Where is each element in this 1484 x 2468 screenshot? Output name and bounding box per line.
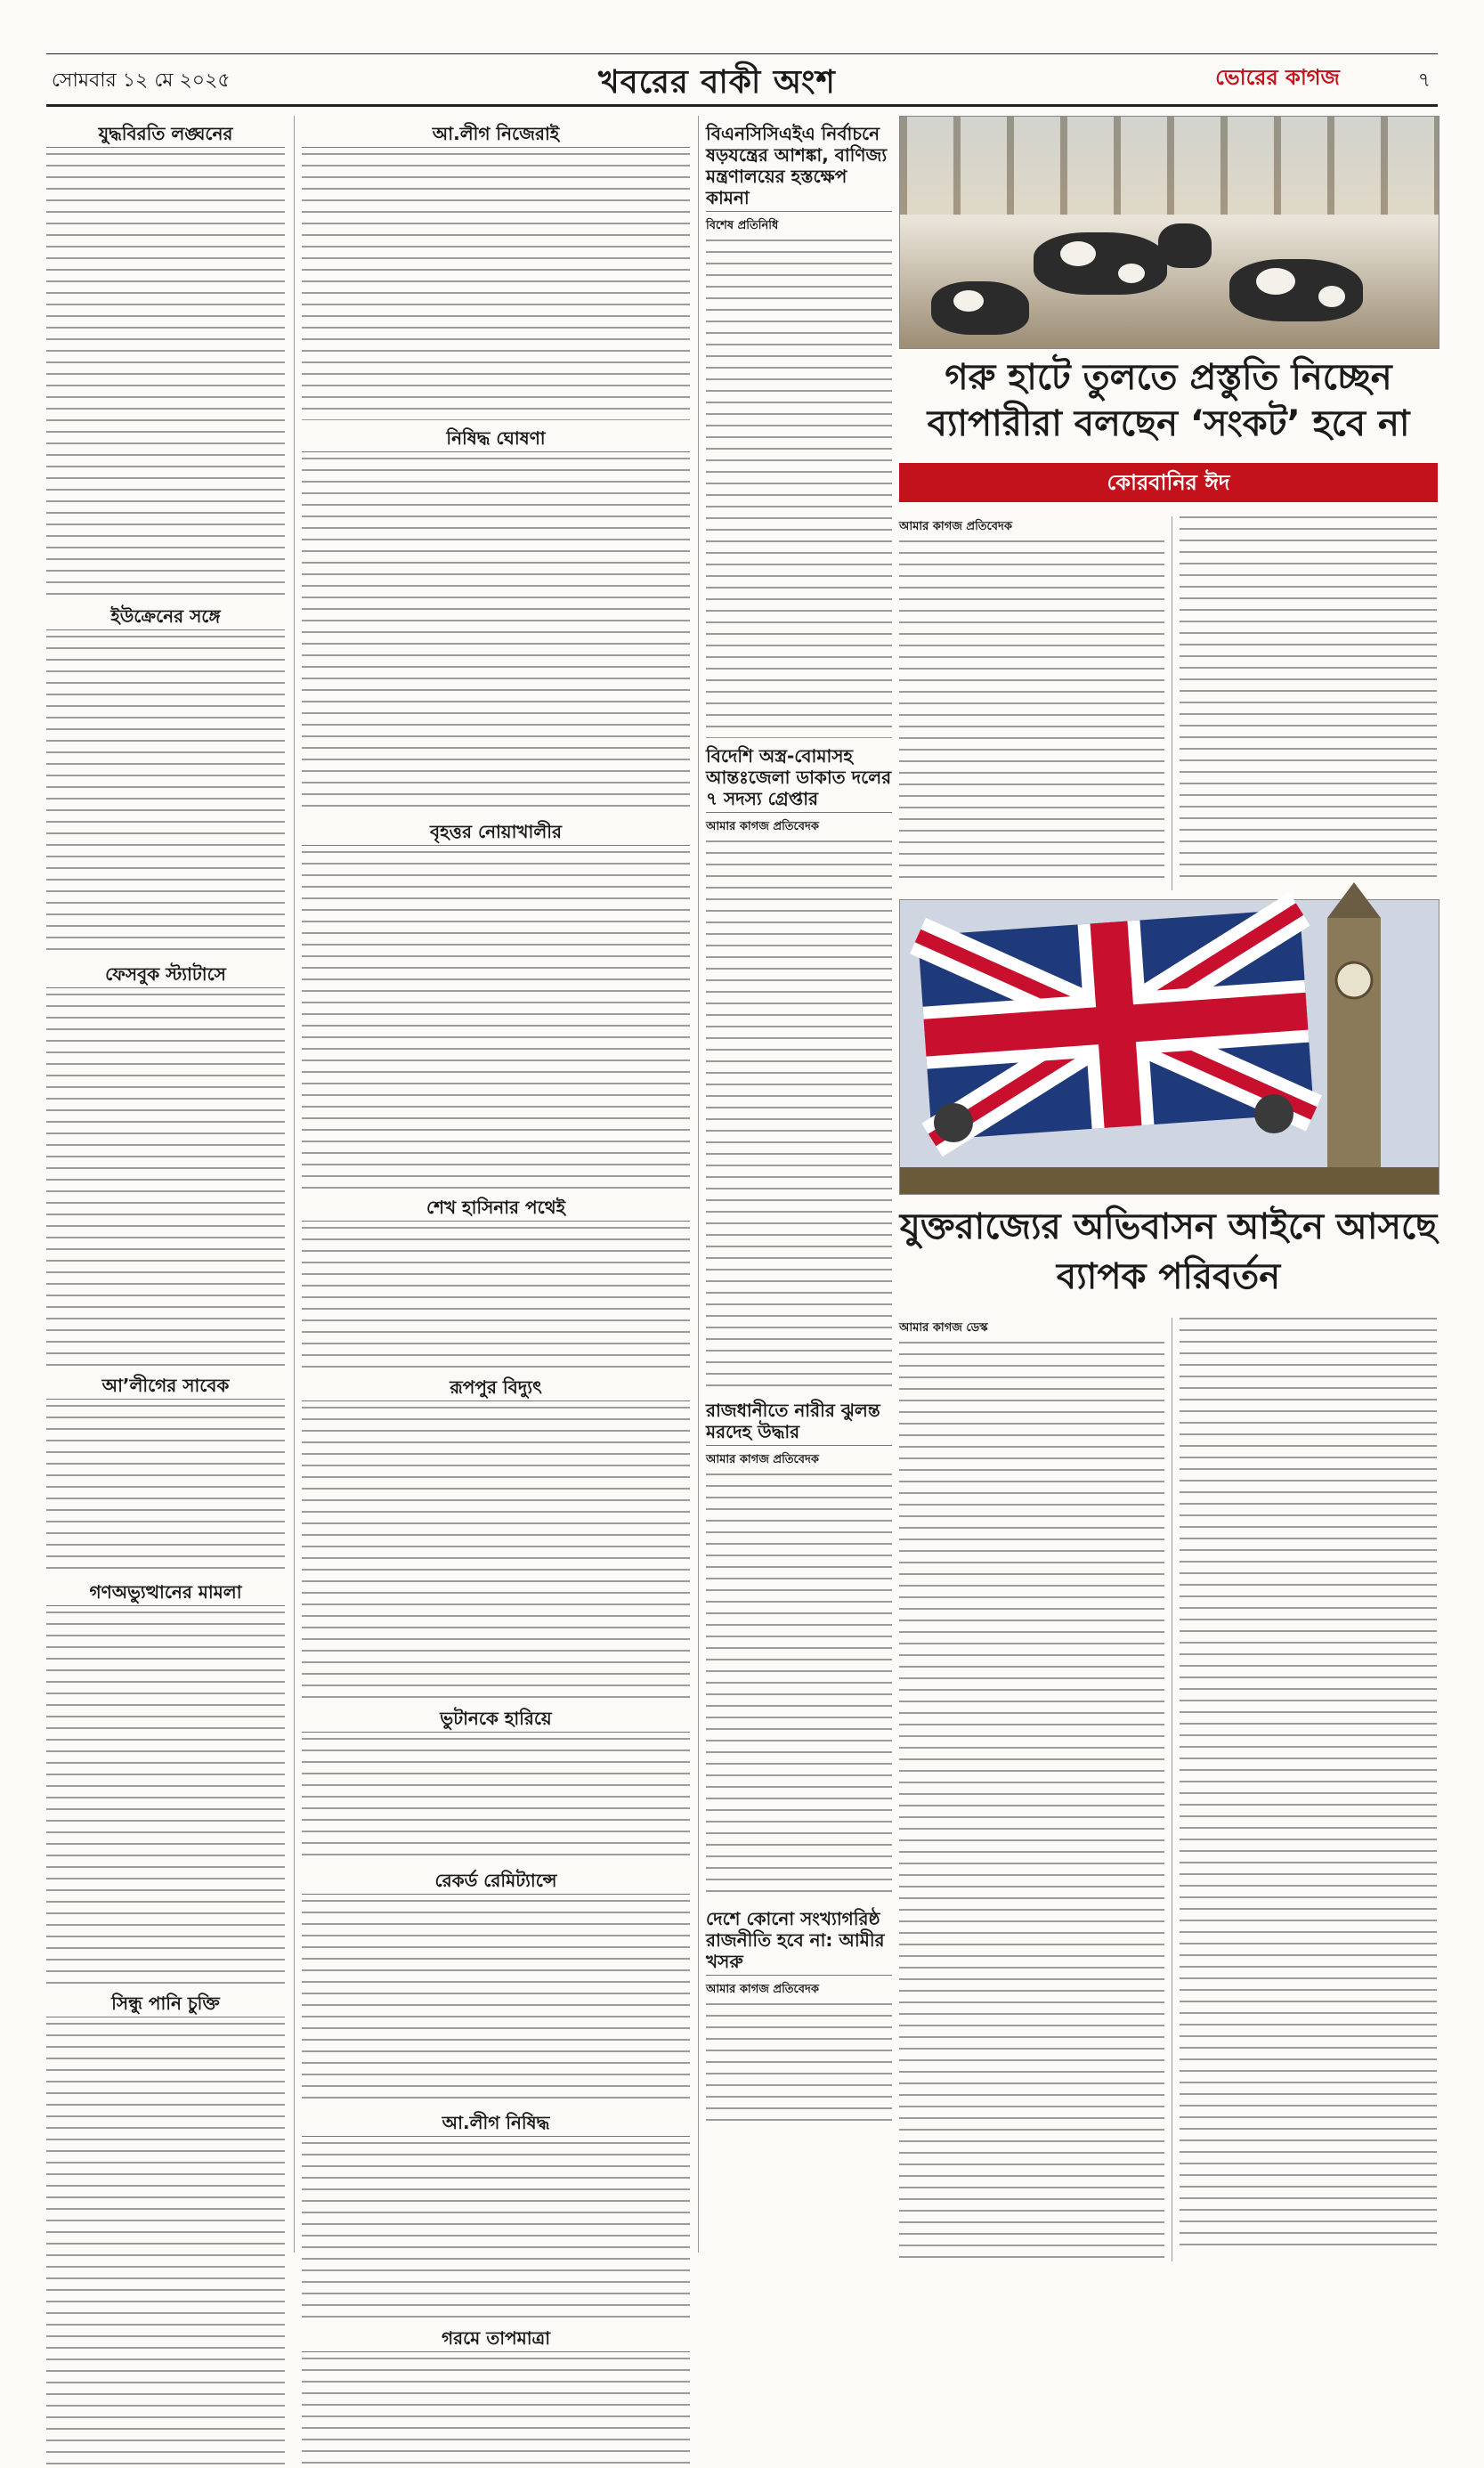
article-text: [706, 239, 892, 738]
headline-cattle-market: গরু হাটে তুলতে প্রস্তুতি নিচ্ছেন ব্যাপারীরা বলছেন ‘সংকট’ হবে না: [927, 357, 1410, 444]
article-text: [706, 2003, 892, 2128]
headline-woman-body: রাজধানীতে নারীর ঝুলন্ত মরদেহ উদ্ধার: [706, 1400, 892, 1446]
article-text: [302, 1407, 690, 1701]
byline: আমার কাগজ প্রতিবেদক: [706, 1453, 819, 1466]
headline-ukraine: ইউক্রেনের সঙ্গে: [46, 605, 285, 630]
headline-beating-bhutan: ভুটানকে হারিয়ে: [302, 1708, 690, 1733]
issue-date: সোমবার ১২ মে ২০২৫: [52, 69, 231, 92]
article-text: [302, 1227, 690, 1369]
article-text: [1180, 516, 1437, 881]
article-text: [899, 1342, 1164, 2259]
cattle-shed-photo: [899, 116, 1439, 349]
article-text: [302, 153, 690, 420]
page-number: ৭: [1417, 69, 1431, 92]
byline: আমার কাগজ প্রতিবেদক: [706, 820, 819, 833]
article-text: [46, 2023, 285, 2468]
article-text: [302, 851, 690, 1189]
article-text: [302, 2142, 690, 2320]
headline-bnccia-election: বিএনসিসিএইএ নির্বাচনে ষড়যন্ত্রের আশঙ্কা, বাণিজ্য মন্ত্রণালয়ের হস্তক্ষেপ কামনা: [706, 123, 892, 212]
byline: বিশেষ প্রতিনিধি: [706, 219, 779, 232]
headline-al-banned: আ.লীগ নিষিদ্ধ: [302, 2112, 690, 2137]
page-title: খবরের বাকী অংশ: [598, 64, 836, 101]
article-text: [302, 2358, 690, 2464]
column-5: [1172, 516, 1437, 890]
article-text: [46, 153, 285, 598]
column-6: [899, 1318, 1164, 2261]
article-text: [46, 1612, 285, 1985]
headline-awami-league-former: আ’লীগের সাবেক: [46, 1375, 285, 1400]
headline-uk-immigration: যুক্তরাজ্যের অভিবাসন আইনে আসছে ব্যাপক পরিবর্তন: [899, 1206, 1438, 1297]
headline-sheikh-hasina-path: শেখ হাসিনার পথেই: [302, 1197, 690, 1222]
article-text: [302, 1738, 690, 1863]
headline-greater-noakhali: বৃহত্তর নোয়াখালীর: [302, 821, 690, 846]
article-text: [46, 636, 285, 956]
article-text: [1180, 1318, 1437, 2253]
section-tag-eid: কোরবানির ঈদ: [899, 463, 1438, 502]
byline: আমার কাগজ প্রতিবেদক: [899, 520, 1012, 533]
column-3: [698, 116, 892, 2253]
article-text: [302, 458, 690, 814]
article-text: [302, 1900, 690, 2105]
union-jack-icon: [900, 900, 1439, 1194]
column-4: [899, 516, 1164, 890]
byline: আমার কাগজ প্রতিবেদক: [706, 1983, 819, 1996]
headline-heat-temperature: গরমে তাপমাত্রা: [302, 2327, 690, 2352]
headline-ceasefire: যুদ্ধবিরতি লঙ্ঘনের: [46, 123, 285, 148]
headline-indus-water-treaty: সিন্ধু পানি চুক্তি: [46, 1993, 285, 2017]
headline-mass-uprising-case: গণঅভ্যুত্থানের মামলা: [46, 1581, 285, 1606]
uk-flag-photo: [899, 899, 1439, 1195]
headline-facebook-status: ফেসবুক স্ট্যাটাসে: [46, 963, 285, 988]
column-7: [1172, 1318, 1437, 2261]
headline-al-themselves: আ.লীগ নিজেরাই: [302, 123, 690, 148]
headline-amir-khasru: দেশে কোনো সংখ্যাগরিষ্ঠ রাজনীতি হবে না: আমীর খসরু: [706, 1908, 892, 1976]
article-text: [46, 1405, 285, 1574]
brand-logo: ভোরের কাগজ: [1215, 65, 1340, 90]
column-2: [294, 116, 690, 2349]
article-text: [46, 994, 285, 1368]
column-1: [46, 116, 285, 2253]
byline: আমার কাগজ ডেস্ক: [899, 1321, 988, 1335]
headline-rooppur-power: রূপপুর বিদ্যুৎ: [302, 1376, 690, 1401]
headline-record-remittance: রেকর্ড রেমিট্যান্সে: [302, 1870, 690, 1895]
article-text: [899, 540, 1164, 888]
article-text: [706, 840, 892, 1392]
article-text: [706, 1473, 892, 1901]
page-header: [46, 53, 1438, 107]
headline-robbers-arrested: বিদেশি অস্ত্র-বোমাসহ আন্তঃজেলা ডাকাত দলের ৭ সদস্য গ্রেপ্তার: [706, 745, 892, 813]
headline-ban-declaration: নিষিদ্ধ ঘোষণা: [302, 427, 690, 452]
